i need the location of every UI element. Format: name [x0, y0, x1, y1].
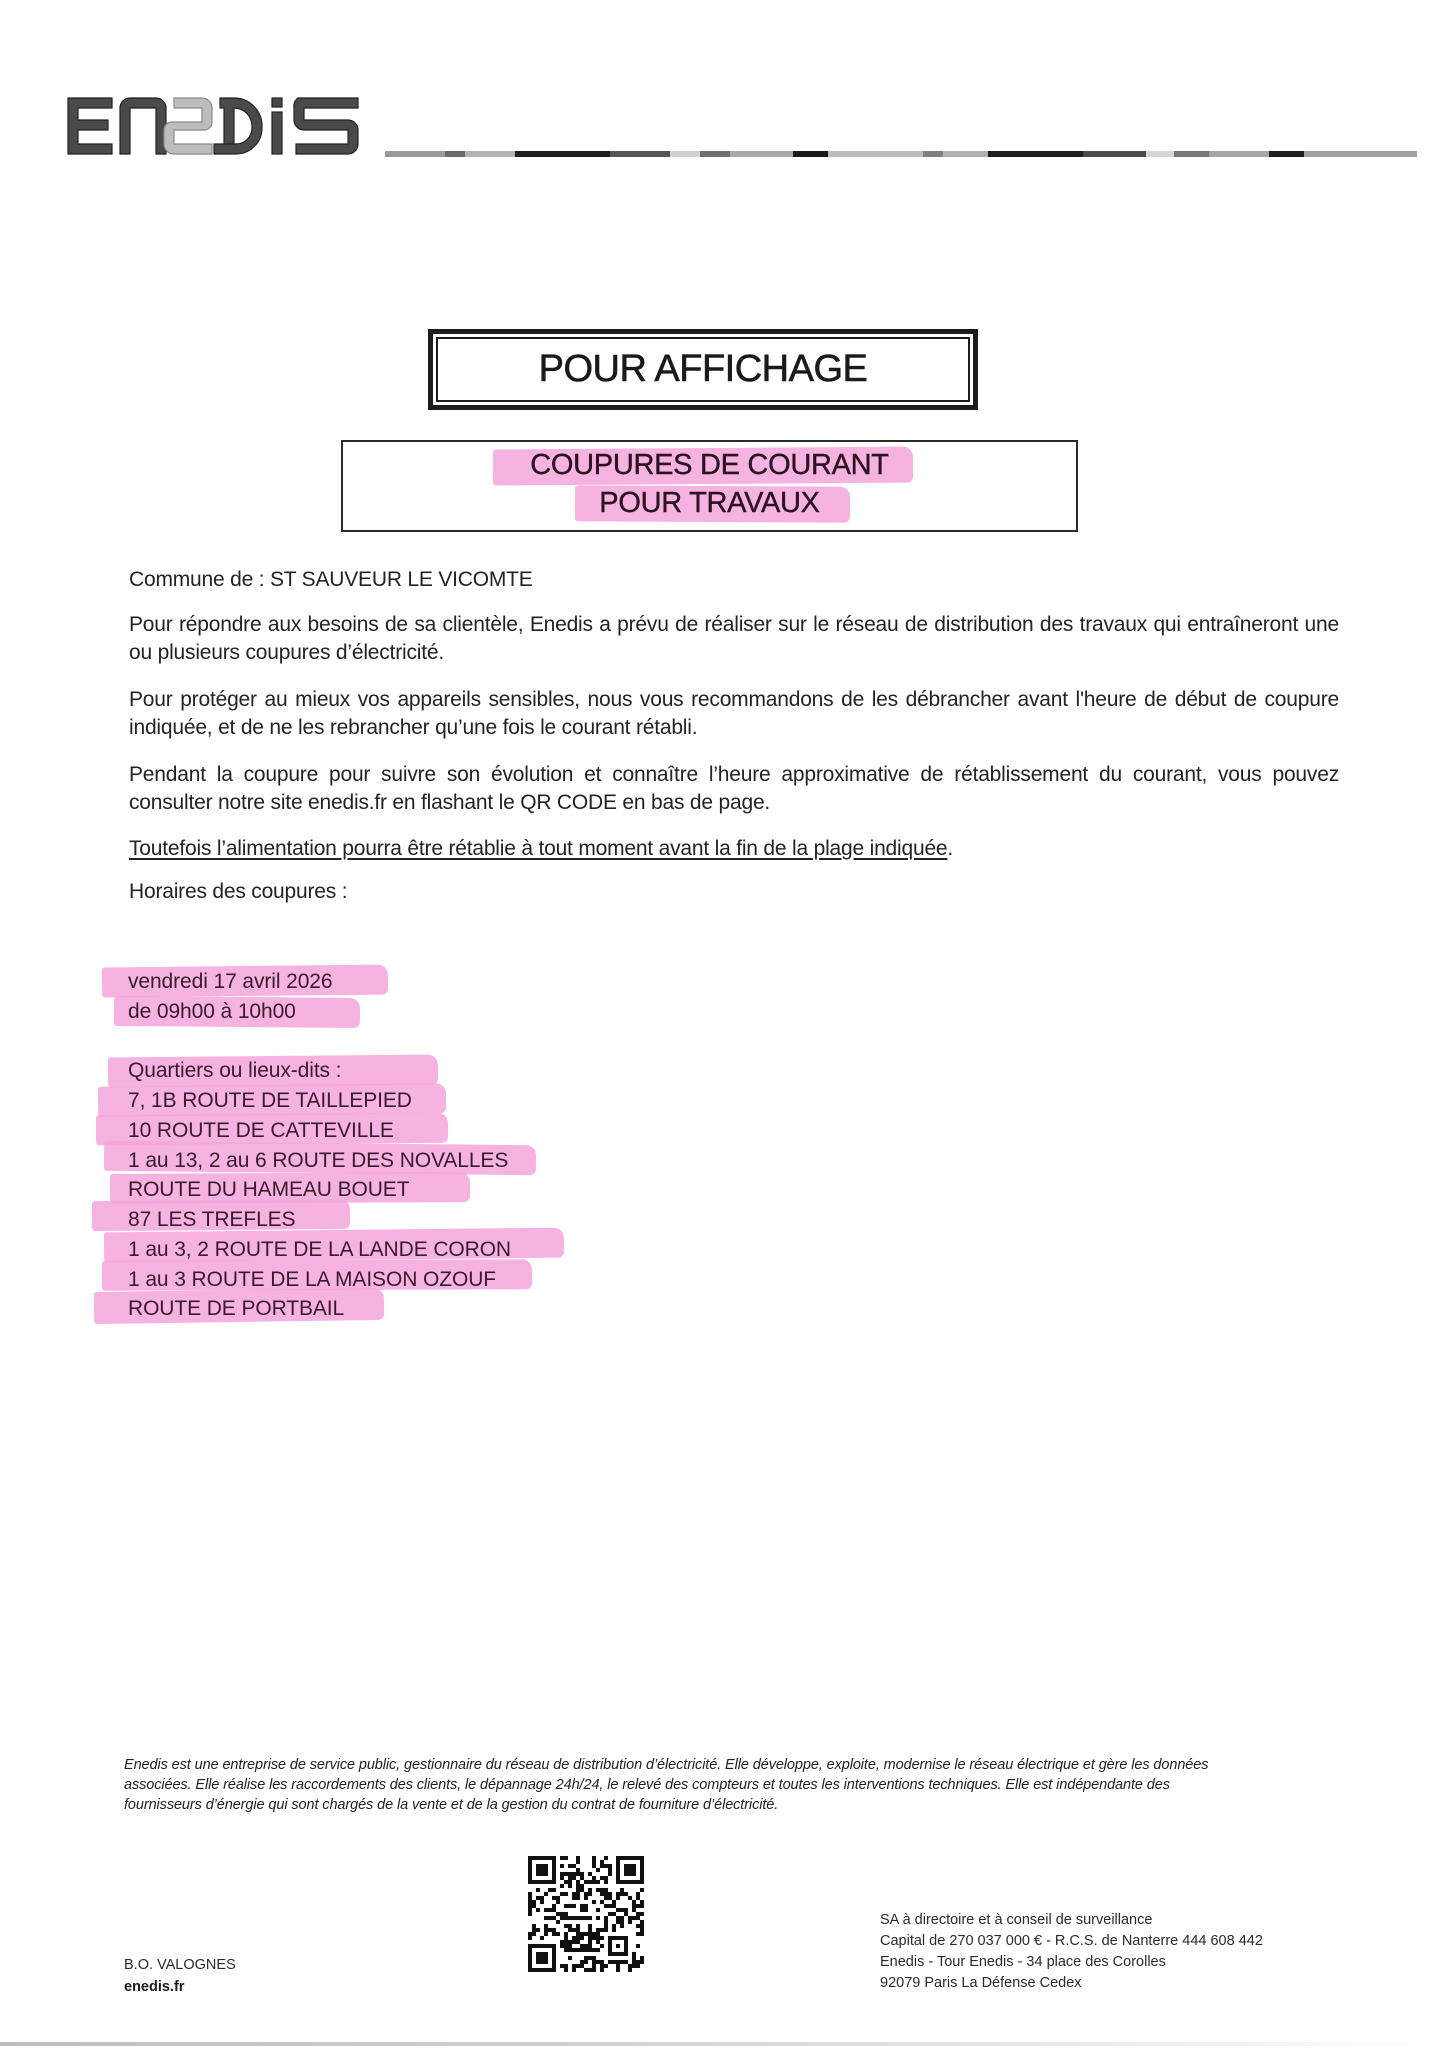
paragraph-follow-up: Pendant la coupure pour suivre son évolution et connaître l’heure approximative de rétablissement du courant, vous pouvez consulter notre site enedis.fr en flashant le QR CODE en bas de page.	[129, 763, 1339, 814]
subtitle-line-1: COUPURES DE COURANT	[530, 449, 889, 481]
bottom-scan-edge	[0, 2042, 1448, 2046]
location-item: ROUTE DE PORTBAIL	[128, 1297, 345, 1320]
subtitle-line-2: POUR TRAVAUX	[599, 487, 820, 519]
office-name: B.O. VALOGNES	[124, 1957, 236, 1973]
outage-date: vendredi 17 avril 2026	[128, 970, 333, 993]
warning-text: Toutefois l’alimentation pourra être rétablie à tout moment avant la fin de la plage indiquée	[129, 837, 948, 860]
schedule-heading: Horaires des coupures :	[129, 880, 348, 903]
paragraph-protection: Pour protéger au mieux vos appareils sensibles, nous vous recommandons de les débrancher avant l'heure de début de coupure indiquée, et de ne les rebrancher qu’une fois le courant rétabli.	[129, 688, 1339, 739]
location-item: 87 LES TREFLES	[128, 1208, 296, 1231]
location-item: 10 ROUTE DE CATTEVILLE	[128, 1119, 394, 1142]
location-item: ROUTE DU HAMEAU BOUET	[128, 1178, 410, 1201]
qr-code[interactable]	[528, 1856, 644, 1972]
paragraph-intro: Pour répondre aux besoins de sa clientèle, Enedis a prévu de réaliser sur le réseau de distribution des travaux qui entraîneront une ou plusieurs coupures d’électricité.	[129, 613, 1339, 664]
locations-heading: Quartiers ou lieux-dits :	[128, 1059, 342, 1082]
page-title: POUR AFFICHAGE	[436, 337, 970, 402]
location-item: 1 au 3 ROUTE DE LA MAISON OZOUF	[128, 1268, 496, 1291]
warning-notice: Toutefois l’alimentation pourra être rétablie à tout moment avant la fin de la plage indiquée.	[129, 837, 954, 860]
legal-notice: Enedis est une entreprise de service public, gestionnaire du réseau de distribution d’électricité. Elle développe, exploite, modernise le réseau électrique et gère les données associées. Elle réalise les raccordements des clients, le dépannage 24h/24, le relevé des compteurs et toutes les interventions techniques. Elle est indépendante des fournisseurs d’énergie qui sont chargés de la vente et de la gestion du contrat de fourniture d’électricité.	[124, 1757, 1209, 1813]
footer-office-info	[124, 1954, 236, 1998]
location-item: 1 au 13, 2 au 6 ROUTE DES NOVALLES	[128, 1149, 509, 1172]
company-info: SA à directoire et à conseil de surveillance Capital de 270 037 000 € - R.C.S. de Nanterre 444 608 442 Enedis - Tour Enedis - 34 place des Corolles 92079 Paris La Défense Cedex	[880, 1912, 1263, 1991]
commune-label: Commune de : ST SAUVEUR LE VICOMTE	[129, 568, 533, 591]
website-link[interactable]: enedis.fr	[124, 1979, 185, 1995]
location-item: 7, 1B ROUTE DE TAILLEPIED	[128, 1089, 412, 1112]
location-item: 1 au 3, 2 ROUTE DE LA LANDE CORON	[128, 1238, 511, 1261]
qr-code-icon	[528, 1856, 644, 1972]
outage-time: de 09h00 à 10h00	[128, 1000, 296, 1023]
